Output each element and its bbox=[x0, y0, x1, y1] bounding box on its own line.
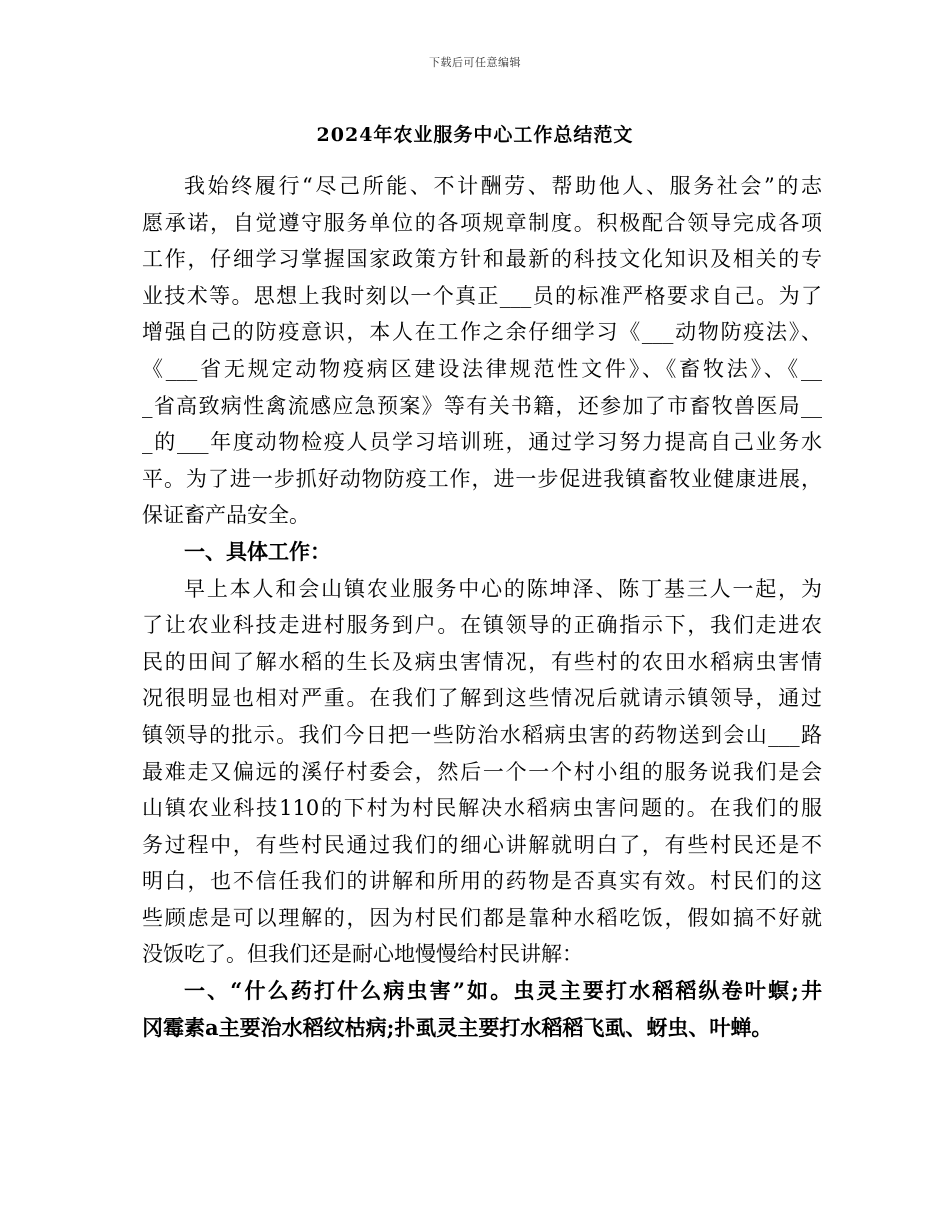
paragraph-line: 愿承诺，自觉遵守服务单位的各项规章制度。积极配合领导完成各项 bbox=[142, 210, 822, 235]
paragraph-line: 况很明显也相对严重。在我们了解到这些情况后就请示镇领导，通过 bbox=[142, 686, 822, 711]
bold-paragraph-line: 冈霉素a主要治水稻纹枯病;扑虱灵主要打水稻稻飞虱、蚜虫、叶蝉。 bbox=[142, 1014, 773, 1040]
paragraph-line: 《___省无规定动物疫病区建设法律规范性文件》、《畜牧法》、《__ bbox=[142, 356, 822, 381]
paragraph-line: 早上本人和会山镇农业服务中心的陈坤泽、陈丁基三人一起，为 bbox=[184, 576, 822, 601]
section-heading: 一、具体工作： bbox=[184, 538, 331, 564]
paragraph-line: 些顾虑是可以理解的，因为村民们都是靠种水稻吃饭，假如搞不好就 bbox=[142, 905, 822, 930]
paragraph-line: 了让农业科技走进村服务到户。在镇领导的正确指示下，我们走进农 bbox=[142, 613, 822, 638]
paragraph-line: 增强自己的防疫意识，本人在工作之余仔细学习《___动物防疫法》、 bbox=[142, 320, 822, 345]
paragraph-line: 没饭吃了。但我们还是耐心地慢慢给村民讲解： bbox=[142, 942, 583, 967]
paragraph-line: 保证畜产品安全。 bbox=[142, 503, 310, 528]
paragraph-line: 最难走又偏远的溪仔村委会，然后一个一个村小组的服务说我们是会 bbox=[142, 759, 822, 784]
document-body bbox=[142, 168, 822, 1046]
paragraph-line: 民的田间了解水稻的生长及病虫害情况，有些村的农田水稻病虫害情 bbox=[142, 649, 822, 674]
paragraph-line: 业技术等。思想上我时刻以一个真正___员的标准严格要求自己。为了 bbox=[142, 283, 822, 308]
paragraph-line: 工作，仔细学习掌握国家政策方针和最新的科技文化知识及相关的专 bbox=[142, 247, 822, 272]
header-note: 下载后可任意编辑 bbox=[429, 56, 521, 69]
paragraph-line: 我始终履行“尽己所能、不计酬劳、帮助他人、服务社会”的志 bbox=[184, 174, 822, 198]
paragraph-line: 明白，也不信任我们的讲解和所用的药物是否真实有效。村民们的这 bbox=[142, 869, 822, 894]
paragraph-line: 务过程中，有些村民通过我们的细心讲解就明白了，有些村民还是不 bbox=[142, 832, 822, 857]
paragraph-line: 镇领导的批示。我们今日把一些防治水稻病虫害的药物送到会山___路 bbox=[142, 722, 822, 747]
document-title: 2024年农业服务中心工作总结范文 bbox=[316, 124, 634, 146]
paragraph-line: 平。为了进一步抓好动物防疫工作，进一步促进我镇畜牧业健康进展， bbox=[142, 466, 822, 491]
paragraph-line: _的___年度动物检疫人员学习培训班，通过学习努力提高自己业务水 bbox=[142, 430, 822, 455]
bold-paragraph-line: 一、“什么药打什么病虫害”如。虫灵主要打水稻稻纵卷叶螟;井 bbox=[184, 978, 822, 1004]
paragraph-line: _省高致病性禽流感应急预案》等有关书籍，还参加了市畜牧兽医局__ bbox=[142, 393, 822, 418]
paragraph-line: 山镇农业科技110的下村为村民解决水稻病虫害问题的。在我们的服 bbox=[142, 796, 822, 821]
